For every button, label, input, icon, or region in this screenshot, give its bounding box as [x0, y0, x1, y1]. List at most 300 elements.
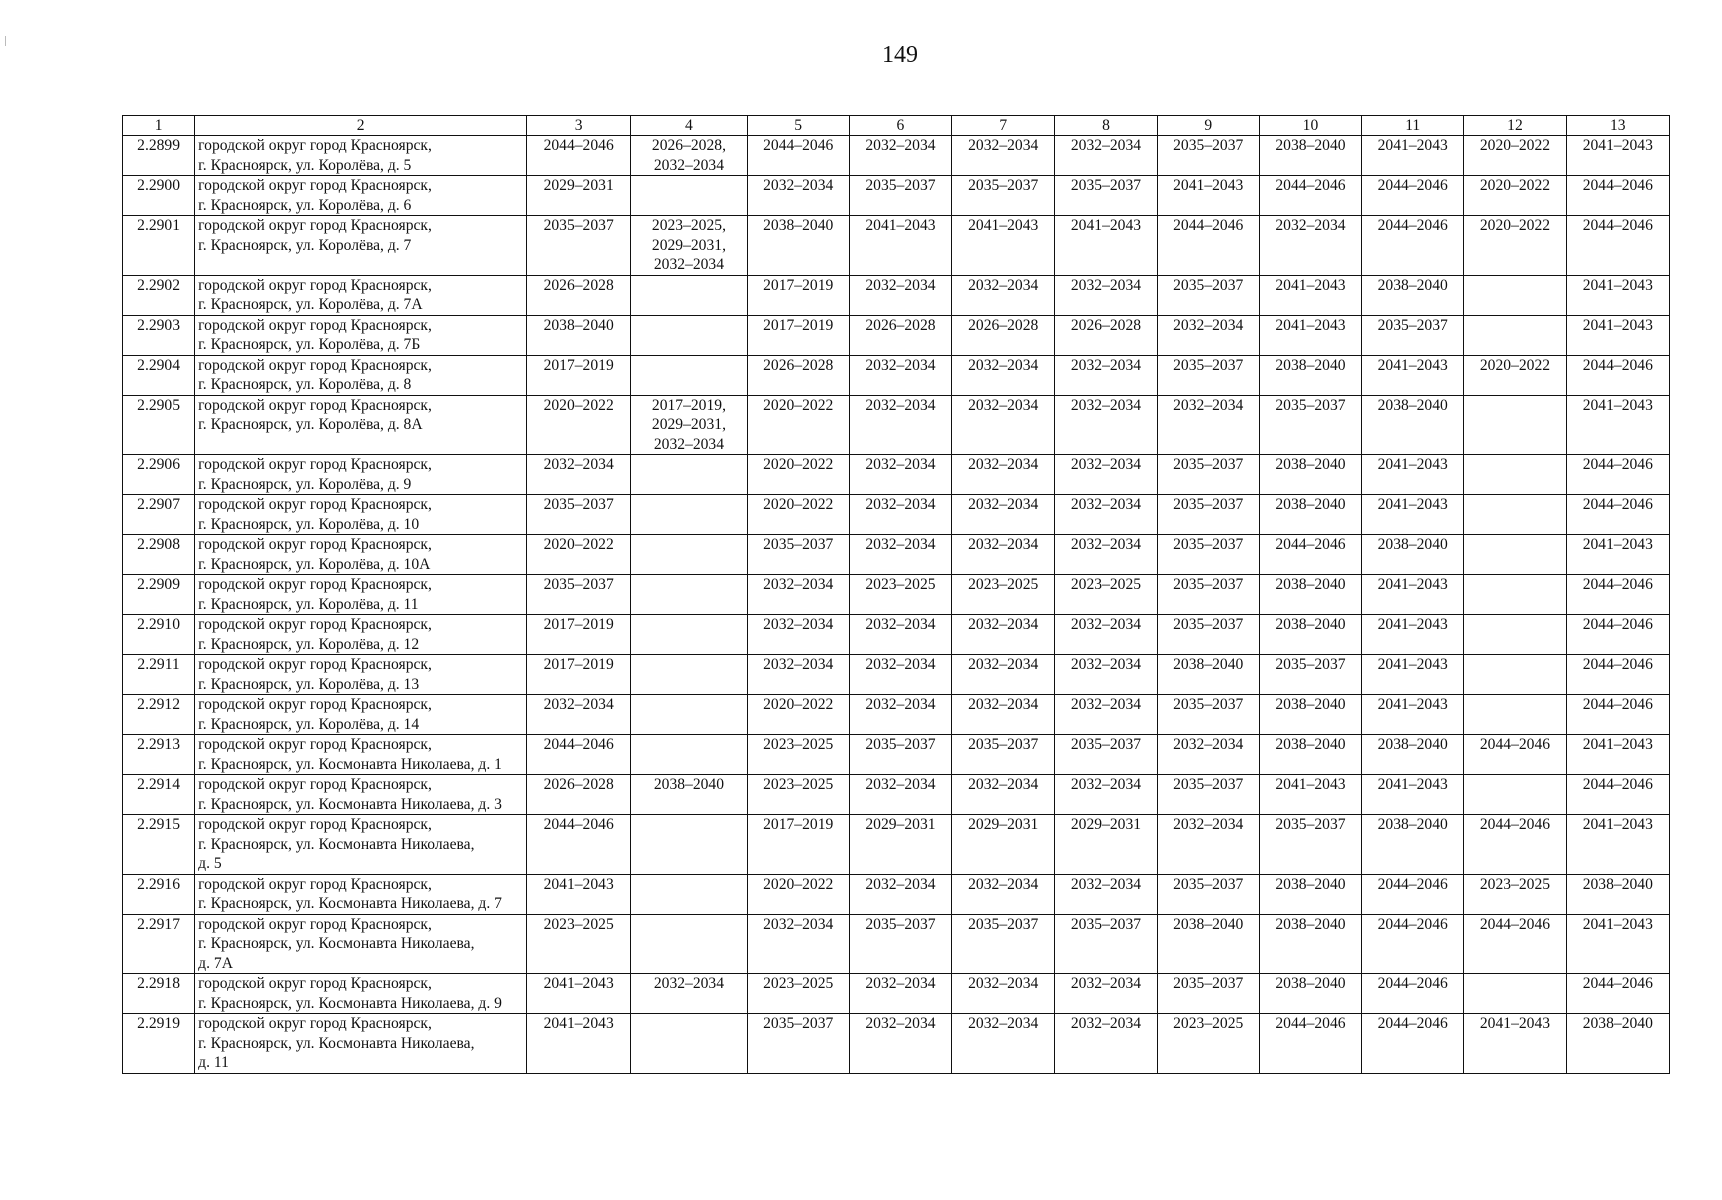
col-8-cell: 2032–2034	[1055, 775, 1157, 815]
col-11-cell: 2041–2043	[1362, 695, 1464, 735]
col-9-cell: 2035–2037	[1157, 136, 1259, 176]
col-6-cell: 2032–2034	[849, 136, 951, 176]
col-3-cell: 2035–2037	[527, 216, 631, 276]
col-5-cell: 2020–2022	[747, 695, 849, 735]
col-10-cell: 2044–2046	[1259, 176, 1361, 216]
col-12-cell	[1464, 974, 1566, 1014]
row-number: 2.2917	[123, 914, 195, 974]
col-11-cell: 2038–2040	[1362, 815, 1464, 875]
col-4-cell	[631, 176, 747, 216]
col-10-cell: 2041–2043	[1259, 275, 1361, 315]
col-4-cell	[631, 275, 747, 315]
col-4-cell: 2017–2019, 2029–2031, 2032–2034	[631, 395, 747, 455]
table-row	[123, 655, 1670, 695]
col-3-cell: 2017–2019	[527, 355, 631, 395]
col-3-cell: 2026–2028	[527, 275, 631, 315]
col-7-cell: 2032–2034	[952, 275, 1055, 315]
col-12-cell: 2020–2022	[1464, 355, 1566, 395]
col-12-cell: 2041–2043	[1464, 1014, 1566, 1074]
col-6-cell: 2032–2034	[849, 495, 951, 535]
col-12-cell	[1464, 655, 1566, 695]
table-header-row	[123, 116, 1670, 136]
col-13-cell: 2044–2046	[1566, 615, 1669, 655]
col-10-cell: 2044–2046	[1259, 1014, 1361, 1074]
col-9-cell: 2035–2037	[1157, 775, 1259, 815]
table-row	[123, 136, 1670, 176]
col-3-cell: 2017–2019	[527, 615, 631, 655]
col-13-cell: 2038–2040	[1566, 874, 1669, 914]
col-11-cell: 2041–2043	[1362, 655, 1464, 695]
address-cell: городской округ город Красноярск, г. Красноярск, ул. Королёва, д. 12	[195, 615, 527, 655]
col-6-cell: 2035–2037	[849, 735, 951, 775]
col-5-cell: 2032–2034	[747, 575, 849, 615]
column-header: 2	[195, 116, 527, 136]
col-10-cell: 2041–2043	[1259, 775, 1361, 815]
address-cell: городской округ город Красноярск, г. Красноярск, ул. Космонавта Николаева, д. 7	[195, 874, 527, 914]
col-6-cell: 2032–2034	[849, 874, 951, 914]
col-5-cell: 2035–2037	[747, 535, 849, 575]
col-3-cell: 2026–2028	[527, 775, 631, 815]
col-7-cell: 2035–2037	[952, 914, 1055, 974]
col-6-cell: 2032–2034	[849, 535, 951, 575]
row-number: 2.2915	[123, 815, 195, 875]
col-10-cell: 2038–2040	[1259, 495, 1361, 535]
column-header: 11	[1362, 116, 1464, 136]
col-10-cell: 2038–2040	[1259, 735, 1361, 775]
col-7-cell: 2029–2031	[952, 815, 1055, 875]
col-11-cell: 2038–2040	[1362, 535, 1464, 575]
col-7-cell: 2032–2034	[952, 495, 1055, 535]
column-header: 1	[123, 116, 195, 136]
column-header: 12	[1464, 116, 1566, 136]
column-header: 6	[849, 116, 951, 136]
col-7-cell: 2032–2034	[952, 355, 1055, 395]
col-9-cell: 2044–2046	[1157, 216, 1259, 276]
col-6-cell: 2041–2043	[849, 216, 951, 276]
col-13-cell: 2041–2043	[1566, 815, 1669, 875]
row-number: 2.2903	[123, 315, 195, 355]
address-cell: городской округ город Красноярск, г. Красноярск, ул. Космонавта Николаева, д. 5	[195, 815, 527, 875]
col-8-cell: 2029–2031	[1055, 815, 1157, 875]
col-13-cell: 2044–2046	[1566, 974, 1669, 1014]
col-8-cell: 2041–2043	[1055, 216, 1157, 276]
col-10-cell: 2038–2040	[1259, 874, 1361, 914]
col-9-cell: 2038–2040	[1157, 914, 1259, 974]
col-13-cell: 2041–2043	[1566, 275, 1669, 315]
col-12-cell: 2044–2046	[1464, 815, 1566, 875]
col-11-cell: 2041–2043	[1362, 455, 1464, 495]
col-4-cell	[631, 355, 747, 395]
row-number: 2.2901	[123, 216, 195, 276]
table-row	[123, 914, 1670, 974]
table-row	[123, 874, 1670, 914]
column-header: 9	[1157, 116, 1259, 136]
address-cell: городской округ город Красноярск, г. Красноярск, ул. Королёва, д. 7	[195, 216, 527, 276]
col-8-cell: 2035–2037	[1055, 176, 1157, 216]
col-5-cell: 2032–2034	[747, 176, 849, 216]
col-10-cell: 2038–2040	[1259, 455, 1361, 495]
col-5-cell: 2026–2028	[747, 355, 849, 395]
col-5-cell: 2020–2022	[747, 455, 849, 495]
col-3-cell: 2023–2025	[527, 914, 631, 974]
col-11-cell: 2044–2046	[1362, 874, 1464, 914]
col-12-cell	[1464, 275, 1566, 315]
col-8-cell: 2032–2034	[1055, 615, 1157, 655]
col-10-cell: 2035–2037	[1259, 655, 1361, 695]
col-12-cell	[1464, 495, 1566, 535]
col-9-cell: 2035–2037	[1157, 974, 1259, 1014]
col-3-cell: 2032–2034	[527, 455, 631, 495]
col-5-cell: 2017–2019	[747, 315, 849, 355]
col-3-cell: 2035–2037	[527, 495, 631, 535]
col-12-cell: 2044–2046	[1464, 735, 1566, 775]
col-11-cell: 2038–2040	[1362, 735, 1464, 775]
col-13-cell: 2044–2046	[1566, 495, 1669, 535]
table-row	[123, 1014, 1670, 1074]
col-6-cell: 2032–2034	[849, 655, 951, 695]
col-4-cell: 2026–2028, 2032–2034	[631, 136, 747, 176]
col-6-cell: 2032–2034	[849, 1014, 951, 1074]
column-header: 7	[952, 116, 1055, 136]
col-7-cell: 2032–2034	[952, 535, 1055, 575]
col-5-cell: 2032–2034	[747, 655, 849, 695]
col-5-cell: 2020–2022	[747, 874, 849, 914]
row-number: 2.2912	[123, 695, 195, 735]
col-6-cell: 2035–2037	[849, 176, 951, 216]
col-8-cell: 2032–2034	[1055, 495, 1157, 535]
col-10-cell: 2038–2040	[1259, 575, 1361, 615]
col-13-cell: 2041–2043	[1566, 735, 1669, 775]
schedule-table	[122, 115, 1670, 1074]
col-11-cell: 2041–2043	[1362, 355, 1464, 395]
col-12-cell	[1464, 695, 1566, 735]
col-6-cell: 2026–2028	[849, 315, 951, 355]
table-row	[123, 455, 1670, 495]
row-number: 2.2919	[123, 1014, 195, 1074]
col-4-cell	[631, 315, 747, 355]
column-header: 3	[527, 116, 631, 136]
col-8-cell: 2035–2037	[1055, 735, 1157, 775]
col-12-cell	[1464, 315, 1566, 355]
col-11-cell: 2038–2040	[1362, 395, 1464, 455]
col-11-cell: 2044–2046	[1362, 176, 1464, 216]
col-10-cell: 2038–2040	[1259, 355, 1361, 395]
col-6-cell: 2032–2034	[849, 455, 951, 495]
col-13-cell: 2044–2046	[1566, 455, 1669, 495]
row-number: 2.2908	[123, 535, 195, 575]
col-4-cell	[631, 495, 747, 535]
col-8-cell: 2032–2034	[1055, 974, 1157, 1014]
col-4-cell	[631, 615, 747, 655]
col-3-cell: 2020–2022	[527, 535, 631, 575]
table-row	[123, 315, 1670, 355]
col-11-cell: 2041–2043	[1362, 495, 1464, 535]
col-12-cell: 2044–2046	[1464, 914, 1566, 974]
col-9-cell: 2035–2037	[1157, 495, 1259, 535]
col-11-cell: 2044–2046	[1362, 216, 1464, 276]
col-10-cell: 2038–2040	[1259, 615, 1361, 655]
col-11-cell: 2035–2037	[1362, 315, 1464, 355]
col-13-cell: 2044–2046	[1566, 775, 1669, 815]
table-row	[123, 176, 1670, 216]
col-6-cell: 2032–2034	[849, 695, 951, 735]
col-12-cell	[1464, 395, 1566, 455]
col-8-cell: 2032–2034	[1055, 355, 1157, 395]
col-12-cell	[1464, 455, 1566, 495]
address-cell: городской округ город Красноярск, г. Красноярск, ул. Космонавта Николаева, д. 11	[195, 1014, 527, 1074]
col-4-cell	[631, 575, 747, 615]
col-13-cell: 2038–2040	[1566, 1014, 1669, 1074]
col-7-cell: 2032–2034	[952, 695, 1055, 735]
col-3-cell: 2044–2046	[527, 735, 631, 775]
col-4-cell	[631, 535, 747, 575]
col-7-cell: 2035–2037	[952, 176, 1055, 216]
row-number: 2.2900	[123, 176, 195, 216]
col-3-cell: 2044–2046	[527, 815, 631, 875]
col-13-cell: 2041–2043	[1566, 535, 1669, 575]
col-5-cell: 2023–2025	[747, 775, 849, 815]
col-7-cell: 2032–2034	[952, 455, 1055, 495]
col-7-cell: 2041–2043	[952, 216, 1055, 276]
row-number: 2.2906	[123, 455, 195, 495]
address-cell: городской округ город Красноярск, г. Красноярск, ул. Королёва, д. 14	[195, 695, 527, 735]
col-9-cell: 2035–2037	[1157, 535, 1259, 575]
col-6-cell: 2023–2025	[849, 575, 951, 615]
col-5-cell: 2023–2025	[747, 735, 849, 775]
col-3-cell: 2044–2046	[527, 136, 631, 176]
col-3-cell: 2020–2022	[527, 395, 631, 455]
table-row	[123, 974, 1670, 1014]
col-12-cell: 2020–2022	[1464, 216, 1566, 276]
address-cell: городской округ город Красноярск, г. Красноярск, ул. Космонавта Николаева, д. 7А	[195, 914, 527, 974]
col-4-cell: 2023–2025, 2029–2031, 2032–2034	[631, 216, 747, 276]
col-4-cell: 2038–2040	[631, 775, 747, 815]
col-12-cell	[1464, 535, 1566, 575]
col-11-cell: 2041–2043	[1362, 136, 1464, 176]
col-9-cell: 2035–2037	[1157, 874, 1259, 914]
col-13-cell: 2041–2043	[1566, 914, 1669, 974]
address-cell: городской округ город Красноярск, г. Красноярск, ул. Королёва, д. 7А	[195, 275, 527, 315]
col-10-cell: 2038–2040	[1259, 695, 1361, 735]
table-row	[123, 395, 1670, 455]
col-9-cell: 2035–2037	[1157, 695, 1259, 735]
address-cell: городской округ город Красноярск, г. Красноярск, ул. Королёва, д. 5	[195, 136, 527, 176]
address-cell: городской округ город Красноярск, г. Красноярск, ул. Королёва, д. 11	[195, 575, 527, 615]
col-8-cell: 2032–2034	[1055, 455, 1157, 495]
address-cell: городской округ город Красноярск, г. Красноярск, ул. Королёва, д. 13	[195, 655, 527, 695]
table-row	[123, 275, 1670, 315]
col-8-cell: 2032–2034	[1055, 695, 1157, 735]
col-13-cell: 2044–2046	[1566, 216, 1669, 276]
col-8-cell: 2032–2034	[1055, 395, 1157, 455]
column-header: 4	[631, 116, 747, 136]
col-10-cell: 2035–2037	[1259, 815, 1361, 875]
address-cell: городской округ город Красноярск, г. Красноярск, ул. Королёва, д. 7Б	[195, 315, 527, 355]
col-4-cell	[631, 815, 747, 875]
col-7-cell: 2032–2034	[952, 655, 1055, 695]
col-8-cell: 2032–2034	[1055, 136, 1157, 176]
col-10-cell: 2032–2034	[1259, 216, 1361, 276]
col-13-cell: 2044–2046	[1566, 176, 1669, 216]
column-header: 5	[747, 116, 849, 136]
col-6-cell: 2032–2034	[849, 395, 951, 455]
col-8-cell: 2032–2034	[1055, 655, 1157, 695]
col-7-cell: 2032–2034	[952, 395, 1055, 455]
col-8-cell: 2035–2037	[1055, 914, 1157, 974]
row-number: 2.2914	[123, 775, 195, 815]
col-7-cell: 2023–2025	[952, 575, 1055, 615]
address-cell: городской округ город Красноярск, г. Красноярск, ул. Космонавта Николаева, д. 9	[195, 974, 527, 1014]
col-9-cell: 2032–2034	[1157, 395, 1259, 455]
col-12-cell	[1464, 615, 1566, 655]
col-6-cell: 2035–2037	[849, 914, 951, 974]
col-4-cell	[631, 735, 747, 775]
table-row	[123, 735, 1670, 775]
col-12-cell	[1464, 775, 1566, 815]
address-cell: городской округ город Красноярск, г. Красноярск, ул. Королёва, д. 10	[195, 495, 527, 535]
col-5-cell: 2038–2040	[747, 216, 849, 276]
col-13-cell: 2044–2046	[1566, 355, 1669, 395]
col-3-cell: 2041–2043	[527, 1014, 631, 1074]
row-number: 2.2911	[123, 655, 195, 695]
table-row	[123, 535, 1670, 575]
col-11-cell: 2041–2043	[1362, 615, 1464, 655]
table-row	[123, 575, 1670, 615]
col-10-cell: 2041–2043	[1259, 315, 1361, 355]
col-9-cell: 2035–2037	[1157, 355, 1259, 395]
col-4-cell	[631, 914, 747, 974]
address-cell: городской округ город Красноярск, г. Красноярск, ул. Королёва, д. 9	[195, 455, 527, 495]
col-11-cell: 2041–2043	[1362, 775, 1464, 815]
col-8-cell: 2032–2034	[1055, 535, 1157, 575]
table-row	[123, 216, 1670, 276]
address-cell: городской округ город Красноярск, г. Красноярск, ул. Космонавта Николаева, д. 1	[195, 735, 527, 775]
col-11-cell: 2041–2043	[1362, 575, 1464, 615]
col-9-cell: 2035–2037	[1157, 275, 1259, 315]
table-row	[123, 615, 1670, 655]
col-6-cell: 2032–2034	[849, 775, 951, 815]
row-number: 2.2909	[123, 575, 195, 615]
col-9-cell: 2023–2025	[1157, 1014, 1259, 1074]
col-8-cell: 2026–2028	[1055, 315, 1157, 355]
col-6-cell: 2032–2034	[849, 355, 951, 395]
col-3-cell: 2029–2031	[527, 176, 631, 216]
col-4-cell	[631, 695, 747, 735]
col-3-cell: 2017–2019	[527, 655, 631, 695]
col-6-cell: 2029–2031	[849, 815, 951, 875]
col-3-cell: 2032–2034	[527, 695, 631, 735]
col-5-cell: 2032–2034	[747, 615, 849, 655]
col-5-cell: 2020–2022	[747, 495, 849, 535]
page-number: 149	[882, 42, 918, 68]
col-12-cell: 2020–2022	[1464, 136, 1566, 176]
col-10-cell: 2038–2040	[1259, 974, 1361, 1014]
col-3-cell: 2041–2043	[527, 974, 631, 1014]
col-7-cell: 2035–2037	[952, 735, 1055, 775]
col-6-cell: 2032–2034	[849, 615, 951, 655]
col-4-cell: 2032–2034	[631, 974, 747, 1014]
col-5-cell: 2035–2037	[747, 1014, 849, 1074]
col-13-cell: 2041–2043	[1566, 315, 1669, 355]
col-4-cell	[631, 1014, 747, 1074]
col-11-cell: 2044–2046	[1362, 1014, 1464, 1074]
col-13-cell: 2044–2046	[1566, 575, 1669, 615]
col-9-cell: 2032–2034	[1157, 315, 1259, 355]
col-8-cell: 2023–2025	[1055, 575, 1157, 615]
col-10-cell: 2035–2037	[1259, 395, 1361, 455]
col-5-cell: 2023–2025	[747, 974, 849, 1014]
table-row	[123, 815, 1670, 875]
col-10-cell: 2044–2046	[1259, 535, 1361, 575]
table-row	[123, 695, 1670, 735]
col-5-cell: 2044–2046	[747, 136, 849, 176]
row-number: 2.2918	[123, 974, 195, 1014]
col-9-cell: 2035–2037	[1157, 615, 1259, 655]
col-6-cell: 2032–2034	[849, 974, 951, 1014]
col-8-cell: 2032–2034	[1055, 275, 1157, 315]
col-7-cell: 2032–2034	[952, 974, 1055, 1014]
col-13-cell: 2044–2046	[1566, 695, 1669, 735]
row-number: 2.2899	[123, 136, 195, 176]
col-9-cell: 2035–2037	[1157, 455, 1259, 495]
address-cell: городской округ город Красноярск, г. Красноярск, ул. Королёва, д. 6	[195, 176, 527, 216]
col-4-cell	[631, 655, 747, 695]
col-10-cell: 2038–2040	[1259, 136, 1361, 176]
col-8-cell: 2032–2034	[1055, 874, 1157, 914]
col-7-cell: 2032–2034	[952, 136, 1055, 176]
col-3-cell: 2035–2037	[527, 575, 631, 615]
table-row	[123, 355, 1670, 395]
column-header: 13	[1566, 116, 1669, 136]
column-header: 10	[1259, 116, 1361, 136]
row-number: 2.2902	[123, 275, 195, 315]
col-5-cell: 2017–2019	[747, 815, 849, 875]
col-9-cell: 2038–2040	[1157, 655, 1259, 695]
column-header: 8	[1055, 116, 1157, 136]
col-12-cell	[1464, 575, 1566, 615]
col-6-cell: 2032–2034	[849, 275, 951, 315]
address-cell: городской округ город Красноярск, г. Красноярск, ул. Королёва, д. 10А	[195, 535, 527, 575]
col-9-cell: 2032–2034	[1157, 735, 1259, 775]
col-12-cell: 2023–2025	[1464, 874, 1566, 914]
address-cell: городской округ город Красноярск, г. Красноярск, ул. Королёва, д. 8А	[195, 395, 527, 455]
col-10-cell: 2038–2040	[1259, 914, 1361, 974]
address-cell: городской округ город Красноярск, г. Красноярск, ул. Космонавта Николаева, д. 3	[195, 775, 527, 815]
row-number: 2.2916	[123, 874, 195, 914]
col-5-cell: 2020–2022	[747, 395, 849, 455]
table-row	[123, 775, 1670, 815]
table-row	[123, 495, 1670, 535]
col-7-cell: 2032–2034	[952, 775, 1055, 815]
col-5-cell: 2017–2019	[747, 275, 849, 315]
row-number: 2.2904	[123, 355, 195, 395]
col-3-cell: 2038–2040	[527, 315, 631, 355]
col-9-cell: 2032–2034	[1157, 815, 1259, 875]
col-13-cell: 2044–2046	[1566, 655, 1669, 695]
col-11-cell: 2038–2040	[1362, 275, 1464, 315]
row-number: 2.2910	[123, 615, 195, 655]
col-11-cell: 2044–2046	[1362, 974, 1464, 1014]
col-5-cell: 2032–2034	[747, 914, 849, 974]
col-13-cell: 2041–2043	[1566, 136, 1669, 176]
col-7-cell: 2032–2034	[952, 874, 1055, 914]
col-4-cell	[631, 874, 747, 914]
col-12-cell: 2020–2022	[1464, 176, 1566, 216]
col-11-cell: 2044–2046	[1362, 914, 1464, 974]
row-number: 2.2905	[123, 395, 195, 455]
col-7-cell: 2032–2034	[952, 1014, 1055, 1074]
address-cell: городской округ город Красноярск, г. Красноярск, ул. Королёва, д. 8	[195, 355, 527, 395]
